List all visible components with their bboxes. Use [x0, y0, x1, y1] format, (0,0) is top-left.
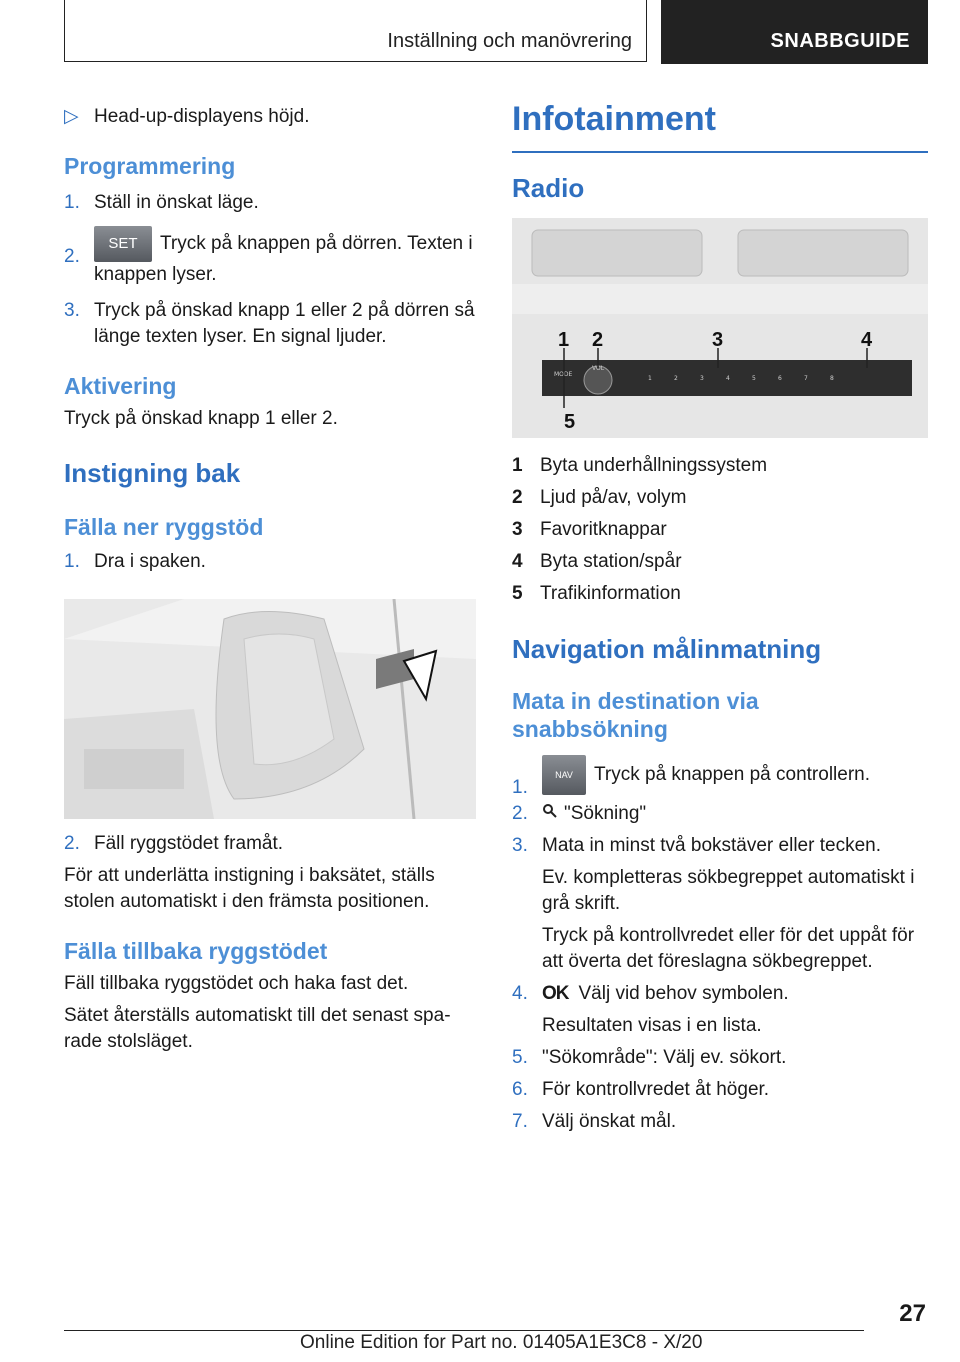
heading-instigning-bak: Instigning bak [64, 458, 241, 488]
section-tab [64, 0, 647, 62]
step-number: 2. [64, 246, 80, 267]
left-column [64, 100, 476, 1055]
search-icon [542, 801, 564, 827]
step-number: 6. [512, 1079, 528, 1100]
step-number: 1. [64, 192, 80, 213]
callout-5: 5 [564, 411, 576, 433]
legend-item [512, 514, 928, 546]
step-text: Tryck på kontrollvredet eller för det uppåt för att överta det föreslagna sökbegreppet. [542, 925, 915, 972]
step-number: 5. [512, 1047, 528, 1068]
legend-item [512, 546, 928, 578]
step-text: Tryck på knappen på controllern. [594, 764, 871, 786]
list-item [512, 1013, 928, 1039]
preset-label: 2 [674, 375, 678, 382]
callout-4: 4 [861, 329, 873, 351]
legend-text: Byta station/spår [540, 551, 682, 572]
falla-tillbaka-p1: Fäll tillbaka ryggstödet och haka fast det. [64, 973, 409, 994]
footer-divider [64, 1330, 864, 1331]
legend-number: 3 [512, 519, 523, 540]
list-item [512, 1045, 928, 1071]
list-item [512, 833, 928, 859]
preset-label: 1 [648, 375, 652, 382]
falla-ner-text: För att underlätta instigning i baksätet, ställs stolen automatiskt i den främsta positionen. [64, 865, 435, 912]
step-number: 2. [64, 833, 80, 854]
list-item [64, 298, 476, 350]
list-item [512, 755, 928, 798]
legend-number: 5 [512, 583, 523, 604]
legend-item [512, 482, 928, 514]
page-number: 27 [899, 1300, 926, 1327]
seat-illustration [64, 599, 476, 819]
step-text: Ev. kompletteras sökbegreppet automatiskt i grå skrift. [542, 867, 915, 914]
heading-radio: Radio [512, 173, 585, 203]
step-number: 1. [512, 777, 528, 798]
seat-photo [64, 599, 476, 819]
step-text: Resultaten visas i en lista. [542, 1015, 762, 1036]
legend-item [512, 578, 928, 610]
step-text: Välj vid behov symbolen. [578, 983, 789, 1004]
radio-panel-photo [512, 218, 928, 438]
step-number: 1. [64, 551, 80, 572]
step-text: För kontrollvredet åt höger. [542, 1079, 770, 1100]
heading-navigation: Navigation målinmatning [512, 634, 822, 664]
legend-text: Trafikinformation [540, 583, 681, 604]
right-column [512, 100, 928, 1135]
step-text: Välj önskat mål. [542, 1111, 677, 1132]
list-item [512, 923, 928, 975]
preset-label: 7 [804, 375, 808, 382]
step-text: Tryck på önskad knapp 1 eller 2 på dörren så länge texten lyser. En signal ljuder. [94, 300, 475, 347]
heading-infotainment: Infotainment [512, 100, 928, 153]
list-item [512, 981, 928, 1007]
heading-programmering: Programmering [64, 153, 236, 179]
falla-tillbaka-p2: Sätet återställs automatiskt till det senast sparade stolsläget. [64, 1005, 451, 1052]
legend-item [512, 450, 928, 482]
nav-button-icon: NAV [542, 755, 586, 795]
callout-1: 1 [558, 329, 570, 351]
step-text: Tryck på knappen på dörren. Texten i knappen lyser. [94, 233, 473, 285]
step-text: "Sökområde": Välj ev. sökort. [542, 1047, 787, 1068]
radio-legend [512, 450, 928, 610]
preset-label: 4 [726, 375, 730, 382]
guide-label: SNABBGUIDE [770, 30, 910, 52]
hud-item-text: Head-up-displayens höjd. [94, 106, 310, 127]
legend-text: Ljud på/av, volym [540, 487, 687, 508]
heading-aktivering: Aktivering [64, 373, 177, 399]
section-title: Inställning och manövrering [387, 30, 632, 52]
list-item [64, 831, 476, 857]
callout-2: 2 [592, 329, 604, 351]
list-item [512, 801, 928, 827]
preset-label: 8 [830, 375, 834, 382]
list-item [512, 1109, 928, 1135]
triangle-icon: ▷ [64, 106, 79, 127]
legend-number: 1 [512, 455, 523, 476]
radio-panel-illustration [512, 218, 928, 438]
heading-falla-ner: Fälla ner ryggstöd [64, 514, 264, 540]
hud-item [64, 104, 476, 130]
preset-label: 6 [778, 375, 782, 382]
list-item [64, 549, 476, 575]
preset-label: 5 [752, 375, 756, 382]
footer-edition: Online Edition for Part no. 01405A1E3C8 - X/20 [300, 1332, 703, 1353]
step-text: Dra i spaken. [94, 551, 206, 572]
list-item [64, 226, 476, 288]
list-item [64, 190, 476, 216]
guide-tab [661, 0, 928, 64]
step-number: 7. [512, 1111, 528, 1132]
set-button-icon: SET [94, 226, 152, 262]
list-item [512, 1077, 928, 1103]
step-text: Ställ in önskat läge. [94, 192, 259, 213]
step-number: 2. [512, 803, 528, 824]
step-number: 4. [512, 983, 528, 1004]
vol-label: VOL [592, 365, 605, 372]
legend-number: 4 [512, 551, 523, 572]
aktivering-text: Tryck på önskad knapp 1 eller 2. [64, 408, 338, 429]
legend-number: 2 [512, 487, 523, 508]
preset-label: 3 [700, 375, 704, 382]
heading-falla-tillbaka: Fälla tillbaka ryggstödet [64, 938, 328, 964]
step-number: 3. [64, 300, 80, 321]
heading-snabbsokning: Mata in destination via snabbsökning [512, 688, 759, 742]
step-number: 3. [512, 835, 528, 856]
step-text: Mata in minst två bokstäver eller tecken. [542, 835, 881, 856]
list-item [512, 865, 928, 917]
legend-text: Favoritknappar [540, 519, 667, 540]
legend-text: Byta underhållningssystem [540, 455, 768, 476]
mode-label: MODE [554, 371, 573, 378]
callout-3: 3 [712, 329, 724, 351]
ok-icon: OK [542, 983, 569, 1004]
step-text: "Sökning" [564, 803, 647, 824]
page-header [64, 0, 928, 64]
step-text: Fäll ryggstödet framåt. [94, 833, 284, 854]
